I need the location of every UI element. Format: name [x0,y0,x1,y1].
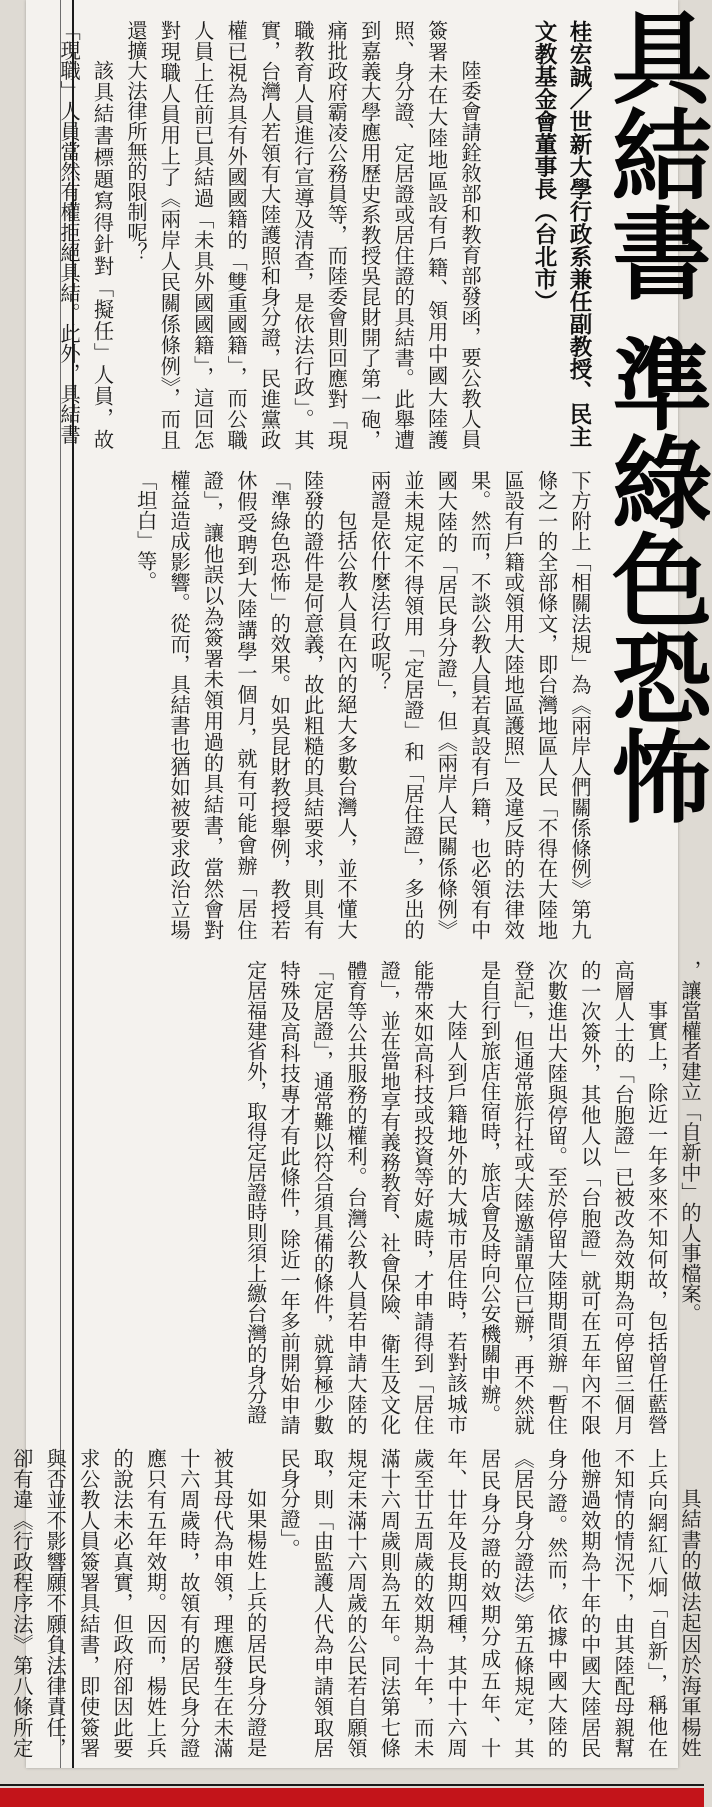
paragraph: 如果楊姓上兵的居民身分證是被其母代為申領，理應發生在未滿十六周歲時，故領有的居民身分證應只有五年效期。因而，楊姓上兵的說法未必真實，但政府卻因此要求公教人員簽署具結書，即使簽署與否並不影響願不願負法律責任，卻有違《行政程序法》第八條所定 [9,1448,268,1758]
paragraph: 該具結書標題寫得針對「擬任」人員，故「現職」人員當然有權拒絕具結。此外，具結書 [57,20,115,450]
article-column-2 [76,470,596,940]
byline: 桂宏誠／世新大學行政系兼任副教授、民主文教基金會董事長（台北市） [531,20,592,448]
article-column-3 [76,960,706,1435]
article-column-1 [57,20,486,450]
paragraph: 陸委會請銓敘部和教育部發函，要公教人員簽署未在大陸地區設有戶籍、領用中國大陸護照、身分證、定居證或居住證的具結書。此舉遭到嘉義大學應用歷史系教授吳昆財開了第一砲，痛批政府霸凌公務員等，而陸委會則回應對「現職教育人員進行宣導及清查，是依法行政」。其實，台灣人若領有大陸護照和身分證，民進黨政權已視為具有外國國籍的「雙重國籍」，而公職人員上任前已具結過「未具外國國籍」，這回怎對現職人員用上了《兩岸人民關係條例》，而且還擴大法律所無的限制呢？ [123,20,482,450]
bottom-red-band [0,1788,704,1807]
paragraph: 包括公教人員在內的絕大多數台灣人，並不懂大陸發的證件是何意義，故此粗糙的具結要求，則具有「準綠色恐怖」的效果。如吳昆財教授舉例，教授若休假受聘到大陸講學一個月，就有可能會辦「居住證」，讓他誤以為簽署未領用過的具結書，當然會對權益造成影響。從而，具結書也猶如被要求政治立場「坦白」等。 [133,470,359,940]
paragraph: ，讓當權者建立「自新中」的人事檔案。 [678,960,702,1324]
headline: 具結書 準綠色恐怖 [595,6,712,823]
paragraph: 大陸人到戶籍地外的大城市居住時，若對該城市能帶來如高科技或投資等好處時，才申請得到「居住證」，並在當地享有義務教育、社會保險、衛生及文化體育等公共服務的權利。台灣公教人員若申請大陸的「定居證」，通常難以符合須具備的條件，就算極少數特殊及高科技專才有此條件，除近一年多前開始申請定居福建省外，取得定居證時則須上繳台灣的身分證 [243,960,469,1435]
article-column-4 [9,1448,706,1758]
newspaper-clipping [9,0,712,1768]
paragraph: 具結書的做法起因於海軍楊姓上兵向網紅八炯「自新」，稱他在不知情的情況下，由其陸配母親幫他辦過效期為十年的中國大陸居民身分證。然而，依據中國大陸的《居民身分證法》第五條規定，其居民身分證的效期分成五年、十年、廿年及長期四種，其中十六周歲至廿五周歲的效期為十年，而未滿十六周歲則為五年。同法第七條規定未滿十六周歲的公民若自願領取，則「由監護人代為申請領取居民身分證」。 [277,1448,702,1758]
paragraph: 下方附上「相關法規」為《兩岸人們關係條例》第九條之一的全部條文，即台灣地區人民「不得在大陸地區設有戶籍或領用大陸地區護照」及違反時的法律效果。然而，不談公教人員若真設有戶籍，也必領有中國大陸的「居民身分證」，但《兩岸人民關係條例》並未規定不得領用「定居證」和「居住證」，多出的兩證是依什麼法行政呢？ [367,470,592,940]
paragraph: 事實上，除近一年多來不知何故，包括曾任藍營高層人士的「台胞證」已被改為效期為可停留三個月的一次簽外，其他人以「台胞證」就可在五年內不限次數進出大陸與停留。至於停留大陸期間須辦「暫住登記」，但通常旅行社或大陸邀請單位已辦，再不然就是自行到旅店住宿時，旅店會及時向公安機關申辦。 [477,960,669,1435]
